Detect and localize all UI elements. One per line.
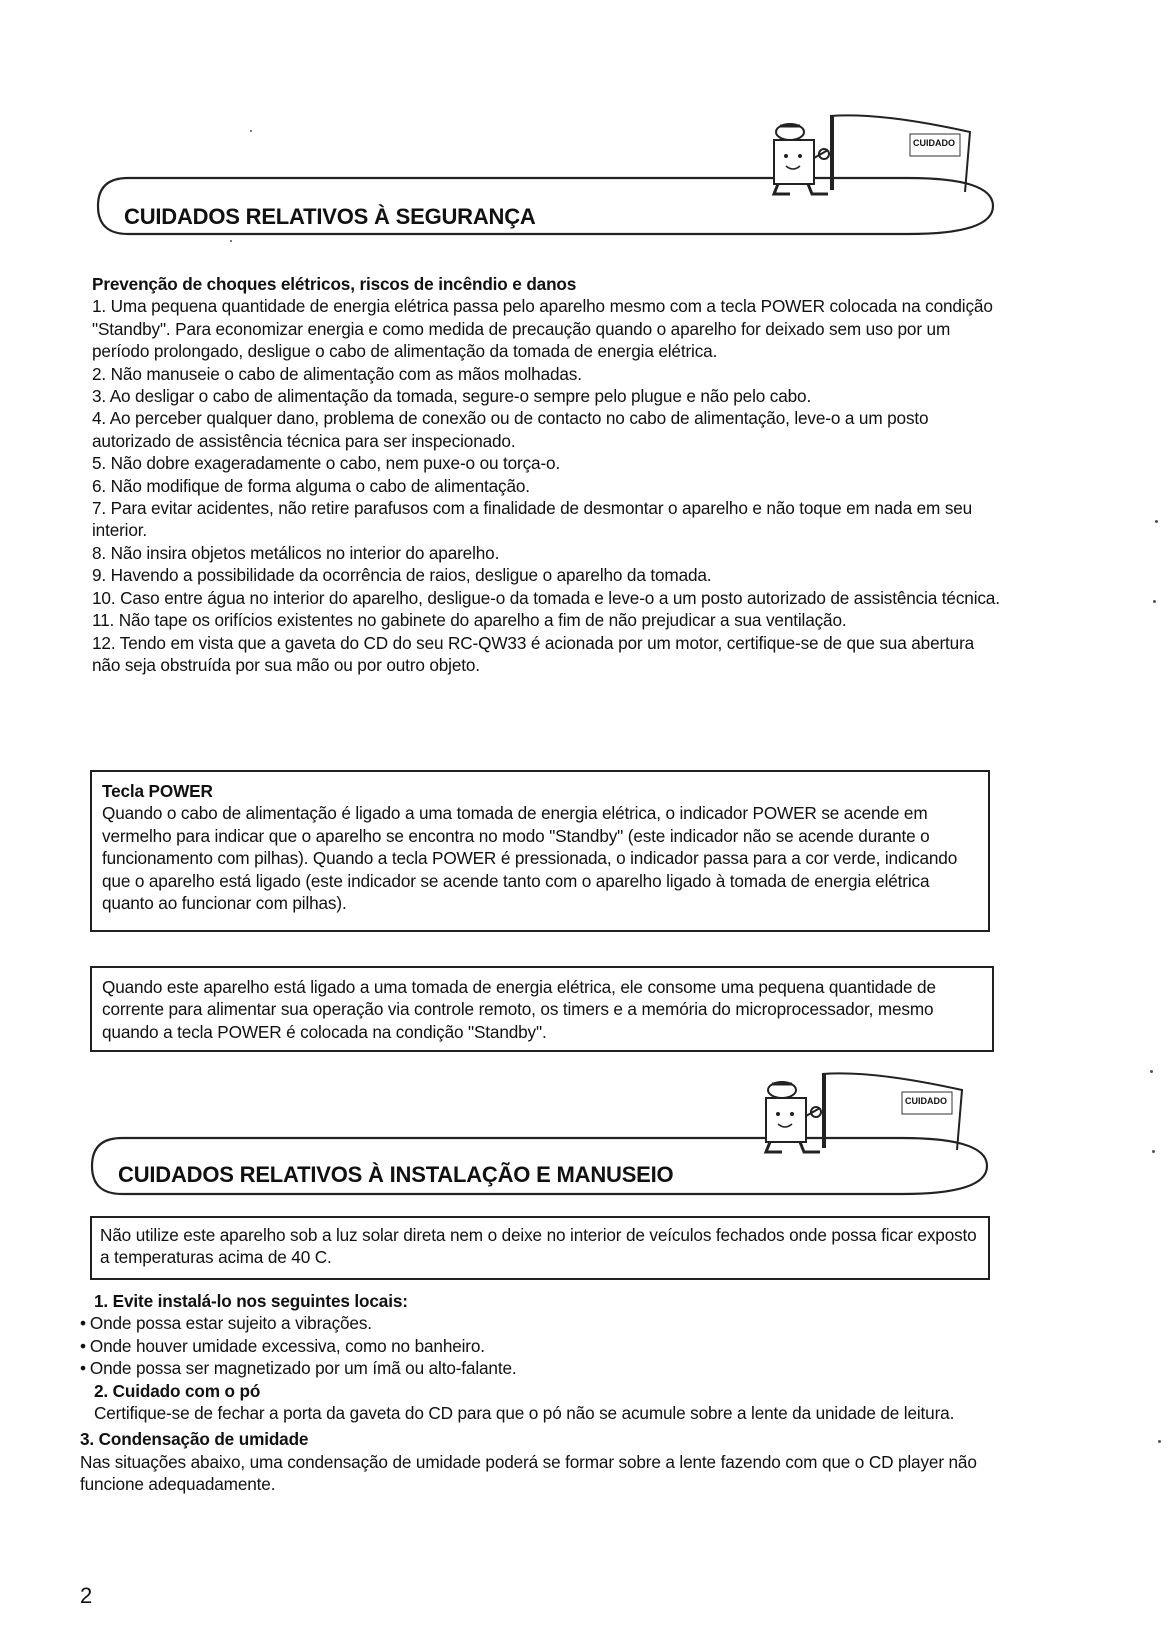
page-number: 2 bbox=[80, 1583, 93, 1608]
install-heading-dust: 2. Cuidado com o pó bbox=[94, 1380, 261, 1401]
safety-item: 3. Ao desligar o cabo de alimentação da tomada, segure-o sempre pelo plugue e não pelo cabo. bbox=[92, 386, 812, 407]
scan-speck bbox=[250, 130, 252, 132]
install-bullet: • Onde possa estar sujeito a vibrações. bbox=[80, 1312, 1010, 1334]
safety-item: 10. Caso entre água no interior do aparelho, desligue-o da tomada e leve-o a um posto autorizado de assistência técnica. bbox=[92, 587, 1000, 608]
power-box-title: Tecla POWER bbox=[102, 781, 213, 801]
install-bullet: • Onde houver umidade excessiva, como no banheiro. bbox=[80, 1335, 1010, 1357]
section-title-installation: CUIDADOS RELATIVOS À INSTALAÇÃO E MANUSEIO bbox=[118, 1162, 674, 1187]
safety-item: 7. Para evitar acidentes, não retire parafusos com a finalidade de desmontar o aparelho e não toque em nada em seu interior. bbox=[92, 498, 973, 541]
scan-speck bbox=[1158, 1440, 1161, 1443]
power-key-box bbox=[90, 770, 990, 932]
section-title-safety: CUIDADOS RELATIVOS À SEGURANÇA bbox=[124, 204, 536, 229]
safety-subtitle: Prevenção de choques elétricos, riscos de incêndio e danos bbox=[92, 274, 577, 294]
install-heading-locations: 1. Evite instalá-lo nos seguintes locais: bbox=[94, 1291, 408, 1311]
caution-sign-text: CUIDADO bbox=[905, 1096, 947, 1106]
safety-item: 11. Não tape os orifícios existentes no gabinete do aparelho a fim de não prejudicar a sua ventilação. bbox=[92, 610, 847, 631]
sunlight-warning-text: Não utilize este aparelho sob a luz solar direta nem o deixe no interior de veículos fechados onde possa ficar exposto a temperaturas acima de 40 C. bbox=[100, 1225, 977, 1268]
scan-speck bbox=[230, 240, 232, 242]
safety-item: 6. Não modifique de forma alguma o cabo de alimentação. bbox=[92, 475, 530, 496]
install-text-dust: Certifique-se de fechar a porta da gaveta do CD para que o pó não se acumule sobre a lente da unidade de leitura. bbox=[94, 1403, 955, 1424]
caution-mascot-icon bbox=[760, 112, 980, 202]
scan-speck bbox=[1152, 1150, 1155, 1153]
sunlight-warning-box bbox=[90, 1216, 990, 1280]
scan-speck bbox=[1153, 600, 1156, 603]
power-box-text: Quando o cabo de alimentação é ligado a uma tomada de energia elétrica, o indicador POWER se acende em vermelho para indicar que o aparelho se encontra no modo "Standby" (este indicador não se acende durante o funcionamento com pilhas). Quando a tecla POWER é pressionada, o indicador passa para a cor verde, indicando que o aparelho está ligado (este indicador se acende tanto com o aparelho ligado à tomada de energia elétrica quanto ao funcionar com pilhas). bbox=[102, 803, 958, 914]
safety-item: 4. Ao perceber qualquer dano, problema de conexão ou de contacto no cabo de alimentação, leve-o a um posto autorizado de assistência técnica para ser inspecionado. bbox=[92, 408, 929, 451]
safety-item: 12. Tendo em vista que a gaveta do CD do seu RC-QW33 é acionada por um motor, certifique-se de que sua abertura não seja obstruída por sua mão ou por outro objeto. bbox=[92, 632, 975, 675]
safety-item: 8. Não insira objetos metálicos no interior do aparelho. bbox=[92, 542, 500, 563]
installation-content bbox=[80, 1290, 1010, 1496]
install-text-condensation: Nas situações abaixo, uma condensação de umidade poderá se formar sobre a lente fazendo com que o CD player não funcione adequadamente. bbox=[80, 1451, 977, 1495]
standby-box-text: Quando este aparelho está ligado a uma tomada de energia elétrica, ele consome uma pequena quantidade de corrente para alimentar sua operação via controle remoto, os timers e a memória do microprocessador, mesmo quando a tecla POWER é colocada na condição "Standby". bbox=[102, 977, 936, 1042]
safety-item: 1. Uma pequena quantidade de energia elétrica passa pelo aparelho mesmo com a tecla POWER colocada na condição "Standby". Para economizar energia e como medida de precaução quando o aparelho for deixado sem uso por um período prolongado, desligue o cabo de alimentação da tomada de energia elétrica. bbox=[92, 296, 993, 362]
safety-item: 9. Havendo a possibilidade da ocorrência de raios, desligue o aparelho da tomada. bbox=[92, 565, 712, 586]
safety-item: 2. Não manuseie o cabo de alimentação com as mãos molhadas. bbox=[92, 363, 582, 384]
standby-consumption-box bbox=[90, 966, 994, 1052]
caution-sign-text: CUIDADO bbox=[913, 138, 955, 148]
safety-content bbox=[92, 273, 1002, 676]
install-heading-condensation: 3. Condensação de umidade bbox=[80, 1429, 309, 1450]
install-bullet: • Onde possa ser magnetizado por um ímã ou alto-falante. bbox=[80, 1357, 1010, 1379]
safety-item: 5. Não dobre exageradamente o cabo, nem puxe-o ou torça-o. bbox=[92, 453, 561, 474]
scan-speck bbox=[1150, 1070, 1153, 1073]
scan-speck bbox=[1155, 520, 1158, 523]
caution-mascot-icon bbox=[752, 1070, 972, 1160]
